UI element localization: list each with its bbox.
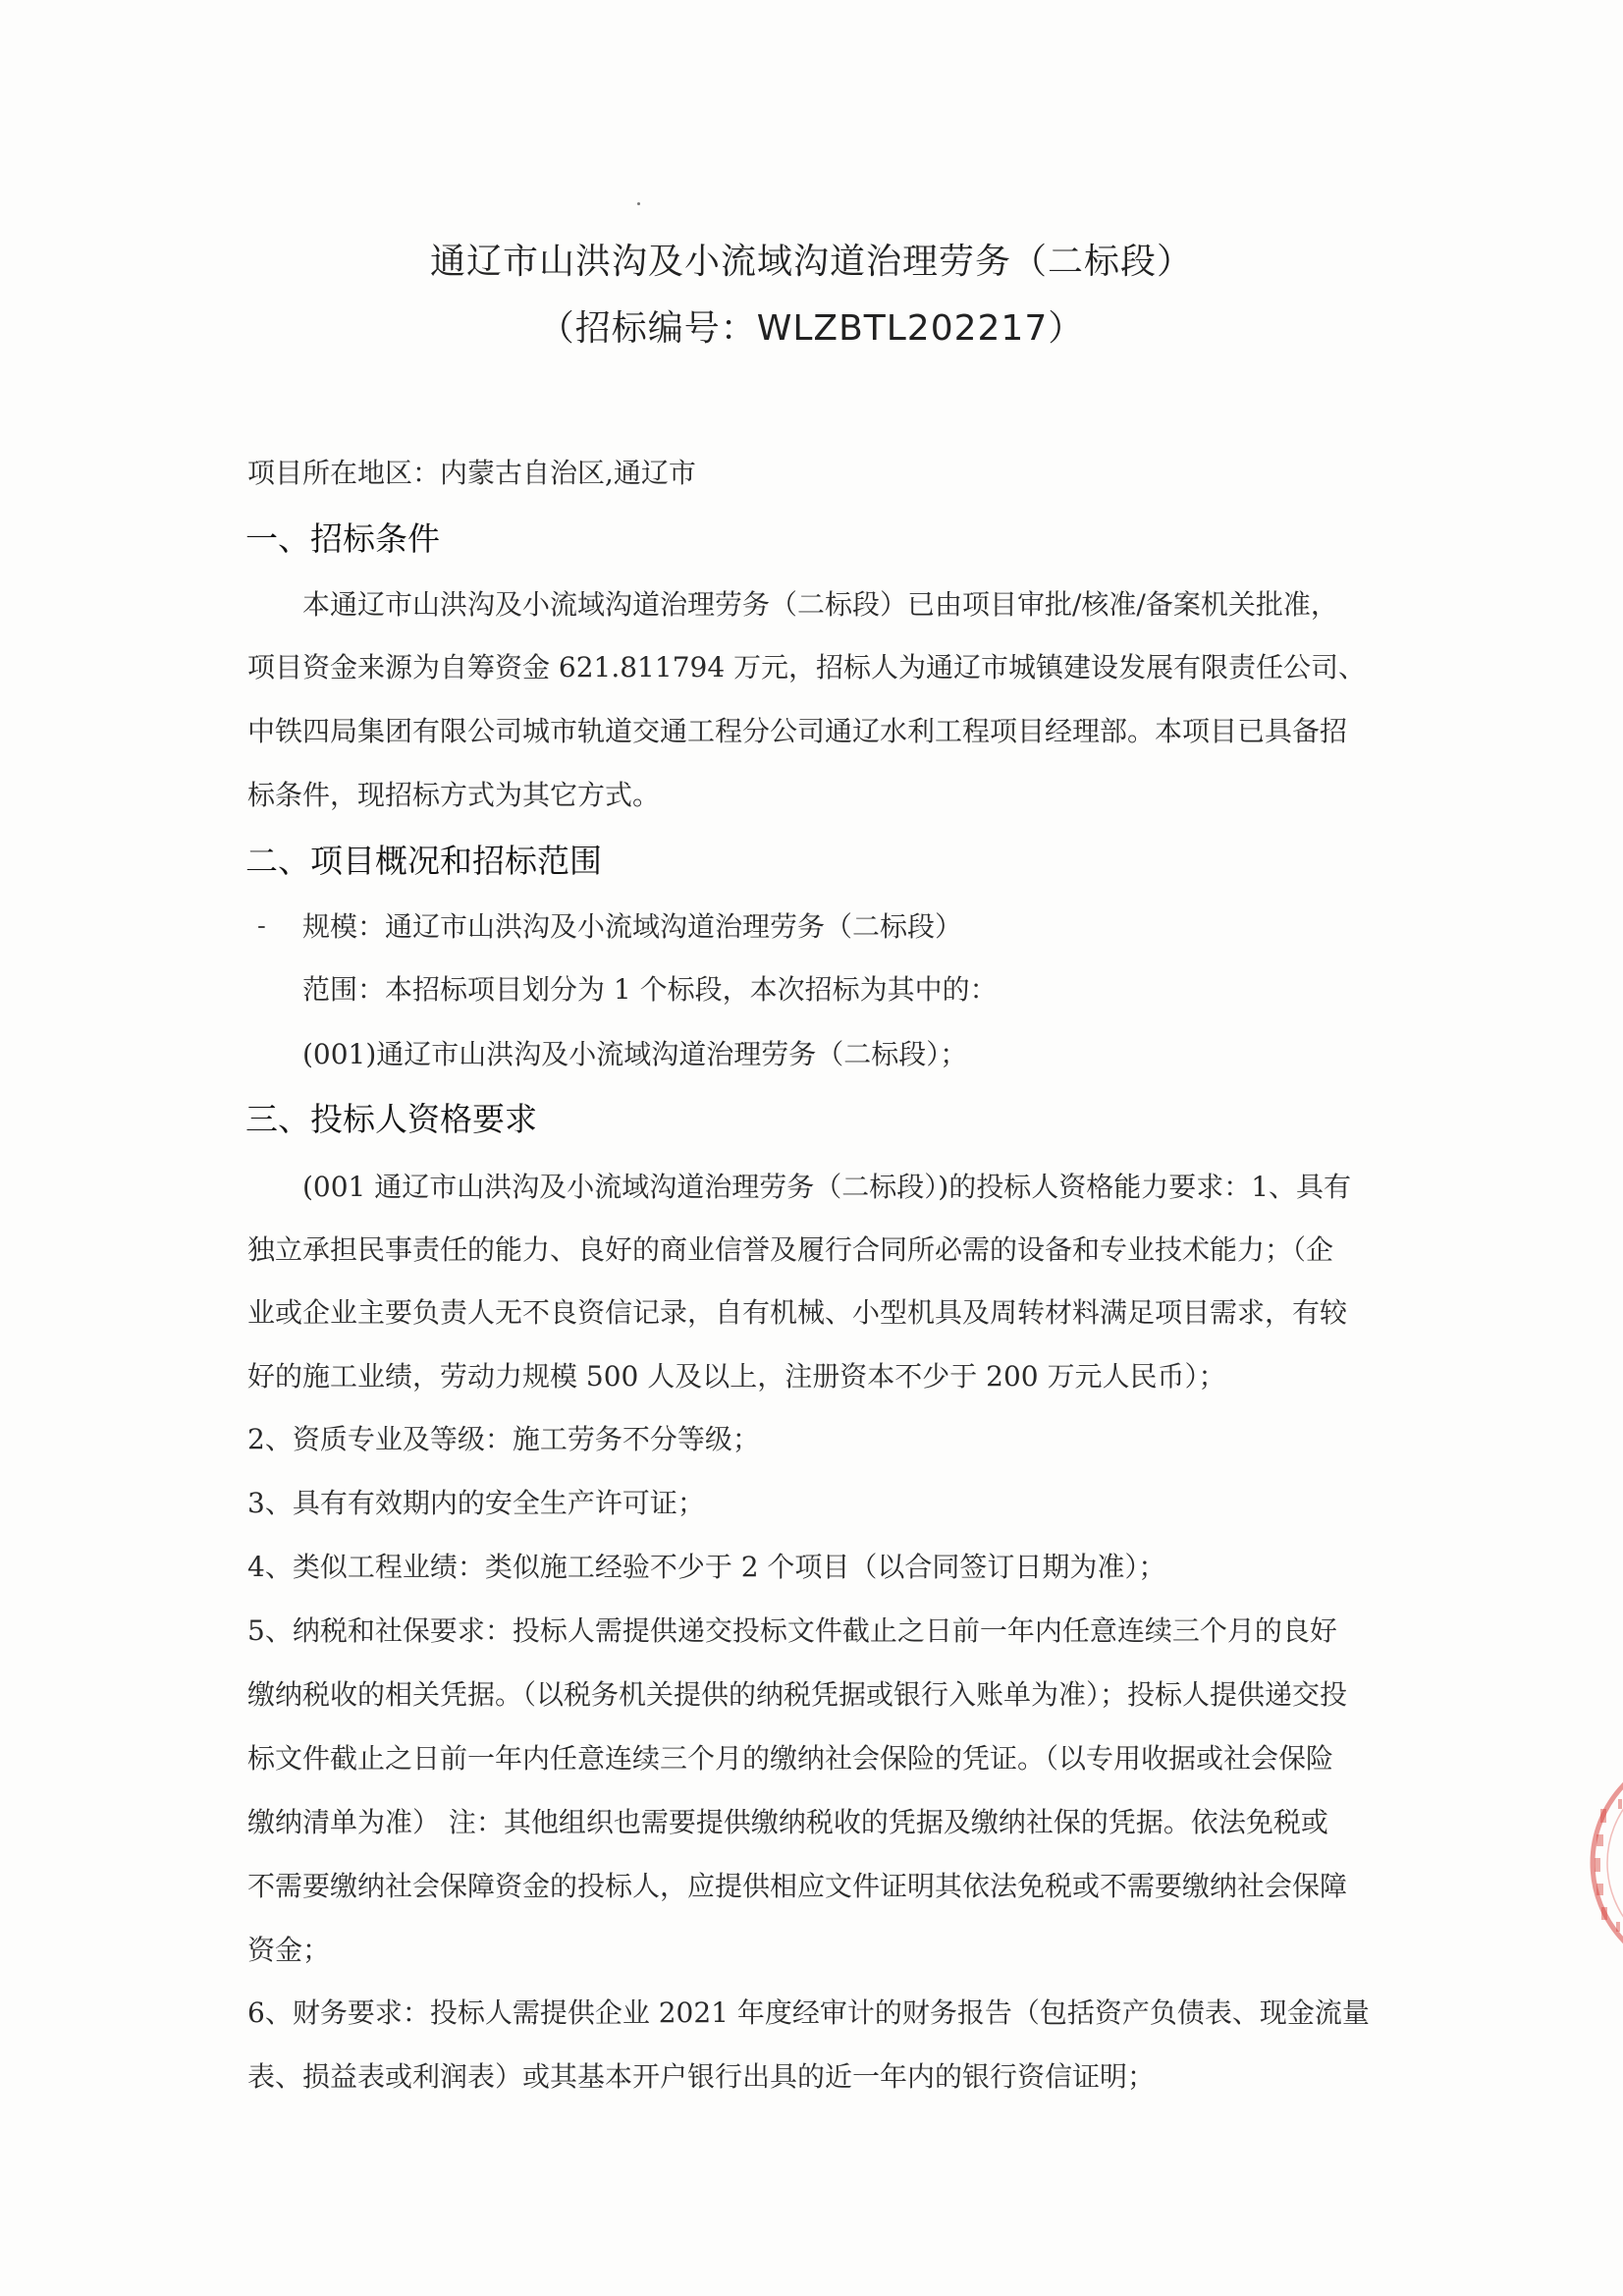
- paragraph-line: (001)通辽市山洪沟及小流域沟道治理劳务（二标段）；: [302, 1038, 968, 1070]
- paragraph-line: 表、损益表或利润表）或其基本开户银行出具的近一年内的银行资信证明；: [247, 2060, 1156, 2093]
- paragraph-line: 资金；: [247, 1934, 331, 1966]
- paragraph-line: 好的施工业绩，劳动力规模 500 人及以上，注册资本不少于 200 万元人民币）；: [247, 1360, 1226, 1393]
- section-heading-bidder-qualifications: 三、投标人资格要求: [245, 1100, 537, 1138]
- paragraph-line: 业或企业主要负责人无不良资信记录，自有机械、小型机具及周转材料满足项目需求，有较: [247, 1296, 1348, 1329]
- paragraph-line: 缴纳税收的相关凭据。（以税务机关提供的纳税凭据或银行入账单为准）；投标人提供递交投: [247, 1678, 1348, 1711]
- red-seal-stamp: [1583, 1740, 1623, 1986]
- section-heading-tender-conditions: 一、招标条件: [245, 519, 440, 558]
- paragraph-line: 范围：本招标项目划分为 1 个标段，本次招标为其中的：: [302, 973, 998, 1006]
- scan-artifact-dot: [637, 202, 640, 205]
- paragraph-line: (001 通辽市山洪沟及小流域沟道治理劳务（二标段）)的投标人资格能力要求：1、具有: [302, 1171, 1352, 1203]
- list-dash-marker: -: [257, 911, 266, 941]
- paragraph-line: 2、资质专业及等级：施工劳务不分等级；: [247, 1423, 760, 1455]
- paragraph-line: 6、财务要求：投标人需提供企业 2021 年度经审计的财务报告（包括资产负债表、现金流量: [247, 1996, 1370, 2029]
- paragraph-line: 项目资金来源为自筹资金 621.811794 万元，招标人为通辽市城镇建设发展有限责任公司、: [247, 651, 1367, 683]
- paragraph-line: 独立承担民事责任的能力、良好的商业信誉及履行合同所必需的设备和专业技术能力；（企: [247, 1233, 1334, 1266]
- paragraph-line: 中铁四局集团有限公司城市轨道交通工程分公司通辽水利工程项目经理部。本项目已具备招: [247, 715, 1348, 747]
- paragraph-line: 标条件，现招标方式为其它方式。: [247, 779, 661, 811]
- paragraph-line: 5、纳税和社保要求：投标人需提供递交投标文件截止之日前一年内任意连续三个月的良好: [247, 1614, 1337, 1647]
- document-title: 通辽市山洪沟及小流域沟道治理劳务（二标段）: [429, 242, 1193, 282]
- tender-number: （招标编号：WLZBTL202217）: [538, 308, 1085, 349]
- paragraph-line: 不需要缴纳社会保障资金的投标人，应提供相应文件证明其依法免税或不需要缴纳社会保障: [247, 1870, 1348, 1902]
- paragraph-line: 缴纳清单为准） 注：其他组织也需要提供缴纳税收的凭据及缴纳社保的凭据。依法免税或: [247, 1806, 1328, 1838]
- project-region: 项目所在地区：内蒙古自治区,通辽市: [247, 457, 696, 489]
- paragraph-line: 4、类似工程业绩：类似施工经验不少于 2 个项目（以合同签订日期为准）；: [247, 1551, 1166, 1583]
- paragraph-line: 标文件截止之日前一年内任意连续三个月的缴纳社会保险的凭证。（以专用收据或社会保险: [247, 1742, 1334, 1775]
- section-heading-project-overview: 二、项目概况和招标范围: [245, 842, 602, 880]
- paragraph-line: 本通辽市山洪沟及小流域沟道治理劳务（二标段）已由项目审批/核准/备案机关批准，: [302, 588, 1338, 621]
- paragraph-line: 规模：通辽市山洪沟及小流域沟道治理劳务（二标段）: [302, 910, 963, 943]
- paragraph-line: 3、具有有效期内的安全生产许可证；: [247, 1487, 705, 1519]
